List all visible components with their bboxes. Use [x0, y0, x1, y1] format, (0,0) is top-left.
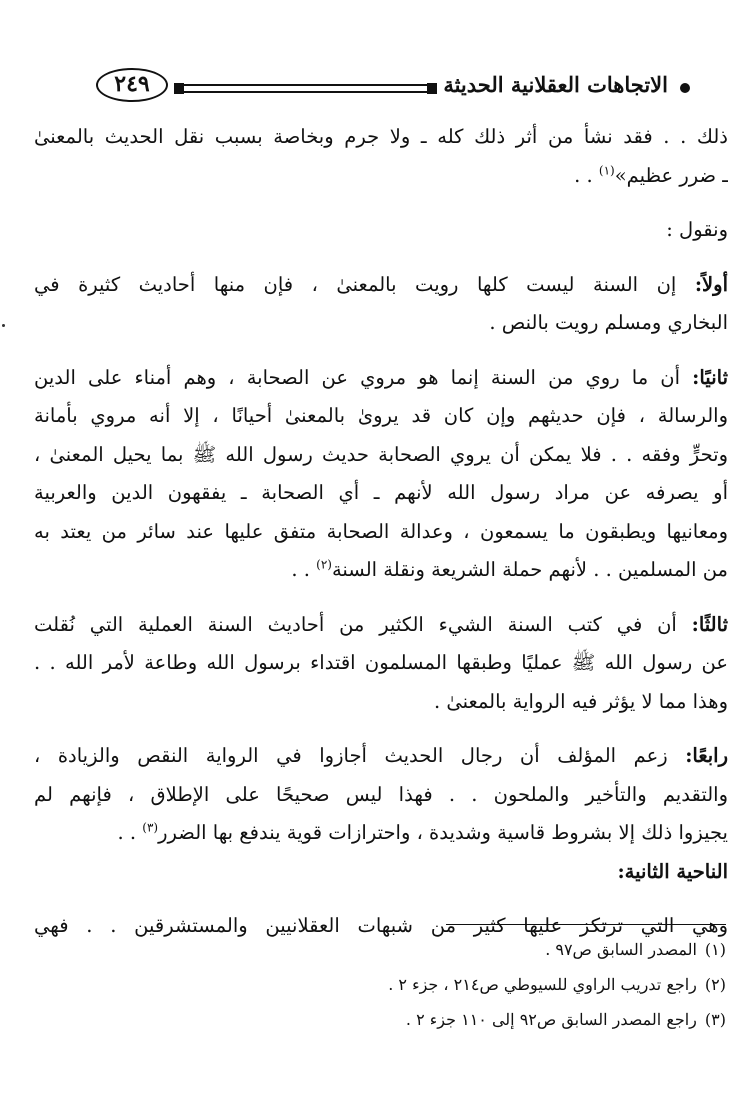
- margin-dot: [2, 324, 5, 327]
- section-heading: الناحية الثانية:: [617, 859, 728, 883]
- text-line: البخاري ومسلم رويت بالنص .: [489, 311, 728, 334]
- text-line: وهذا مما لا يؤثر فيه الرواية بالمعنىٰ .: [433, 689, 728, 713]
- footnote-ref: (١): [598, 163, 615, 177]
- footnote: (١)المصدر السابق ص٩٧ .: [545, 940, 726, 959]
- header-bullet: [680, 83, 690, 93]
- footnote-ref: (٢): [316, 557, 332, 572]
- paragraph-first: أولاً: إن السنة ليست كلها رويت بالمعنىٰ ، فإن منها أحاديث كثيرة في: [34, 272, 728, 296]
- main-text: [34, 118, 728, 946]
- text-line: والتقديم والتأخير والملحون . . فهذا ليس صحيحًا على الإطلاق ، فإنهم لم: [34, 782, 728, 806]
- text-line: ـ ضرر عظيم»$^{(١)}$ . .: [574, 163, 728, 187]
- paragraph-label: ثالثًا:: [691, 612, 728, 636]
- text-line: ذلك . . فقد نشأ من أثر ذلك كله ـ ولا جرم وبخاصة بسبب نقل الحديث بالمعنىٰ: [34, 125, 728, 148]
- footnote: (٢)راجع تدريب الراوي للسيوطي ص٢١٤ ، جزء ٢ .: [388, 975, 726, 994]
- text-line: والرسالة ، فإن حديثهم وإن كان قد يروىٰ بالمعنىٰ أحيانًا ، إلا أنه مروي بأمانة: [34, 404, 728, 427]
- paragraph-label: ثانيًا:: [692, 365, 728, 389]
- footnote-ref: (٣): [142, 820, 159, 835]
- footnote-separator: [446, 924, 726, 925]
- text-line: وتحرٍّ وفقه . . فلا يمكن أن يروي الصحابة حديث رسول الله ﷺ بما يحيل المعنىٰ ،: [34, 442, 728, 466]
- paragraph-label: أولاً:: [694, 272, 728, 296]
- text-line: ونقول :: [666, 218, 728, 241]
- paragraph-label: رابعًا:: [685, 744, 728, 767]
- running-header: [96, 66, 690, 110]
- text-line: عن رسول الله ﷺ عمليًا وطبقها المسلمون اقتداء برسول الله وطاعة لأمر الله . .: [34, 651, 728, 674]
- paragraph-fourth: رابعًا: زعم المؤلف أن رجال الحديث أجازوا في الرواية النقص والزيادة ،: [34, 744, 728, 767]
- text-line: وهي التي ترتكز عليها كثير من شبهات العقلانيين والمستشرقين . . فهي: [34, 914, 728, 937]
- paragraph-third: ثالثًا: أن في كتب السنة الشيء الكثير من أحاديث السنة العملية التي نُقلت: [34, 612, 728, 636]
- text-line: من المسلمين . . لأنهم حملة الشريعة ونقلة السنة$^{(٢)}$ . .: [291, 557, 728, 581]
- footnote: (٣)راجع المصدر السابق ص٩٢ إلى ١١٠ جزء ٢ .: [405, 1010, 726, 1029]
- text-line: أو يصرفه عن مراد رسول الله لأنهم ـ أي الصحابة ـ يفقهون الدين والعربية: [34, 481, 728, 504]
- page-number: ٢٤٩: [96, 68, 168, 102]
- footnotes: [32, 932, 726, 1037]
- text-line: ومعانيها ويطبقون ما يسمعون ، وعدالة الصحابة متفق عليها عند سائر من يعتد به: [34, 519, 728, 543]
- header-title: الاتجاهات العقلانية الحديثة: [443, 72, 668, 97]
- text-line: يجيزوا ذلك إلا بشروط قاسية وشديدة ، واحترازات قوية يندفع بها الضرر$^{(٣)}$ . .: [117, 820, 728, 844]
- header-rule: [176, 84, 435, 93]
- paragraph-second: ثانيًا: أن ما روي من السنة إنما هو مروي عن الصحابة ، وهم أمناء على الدين: [34, 365, 728, 389]
